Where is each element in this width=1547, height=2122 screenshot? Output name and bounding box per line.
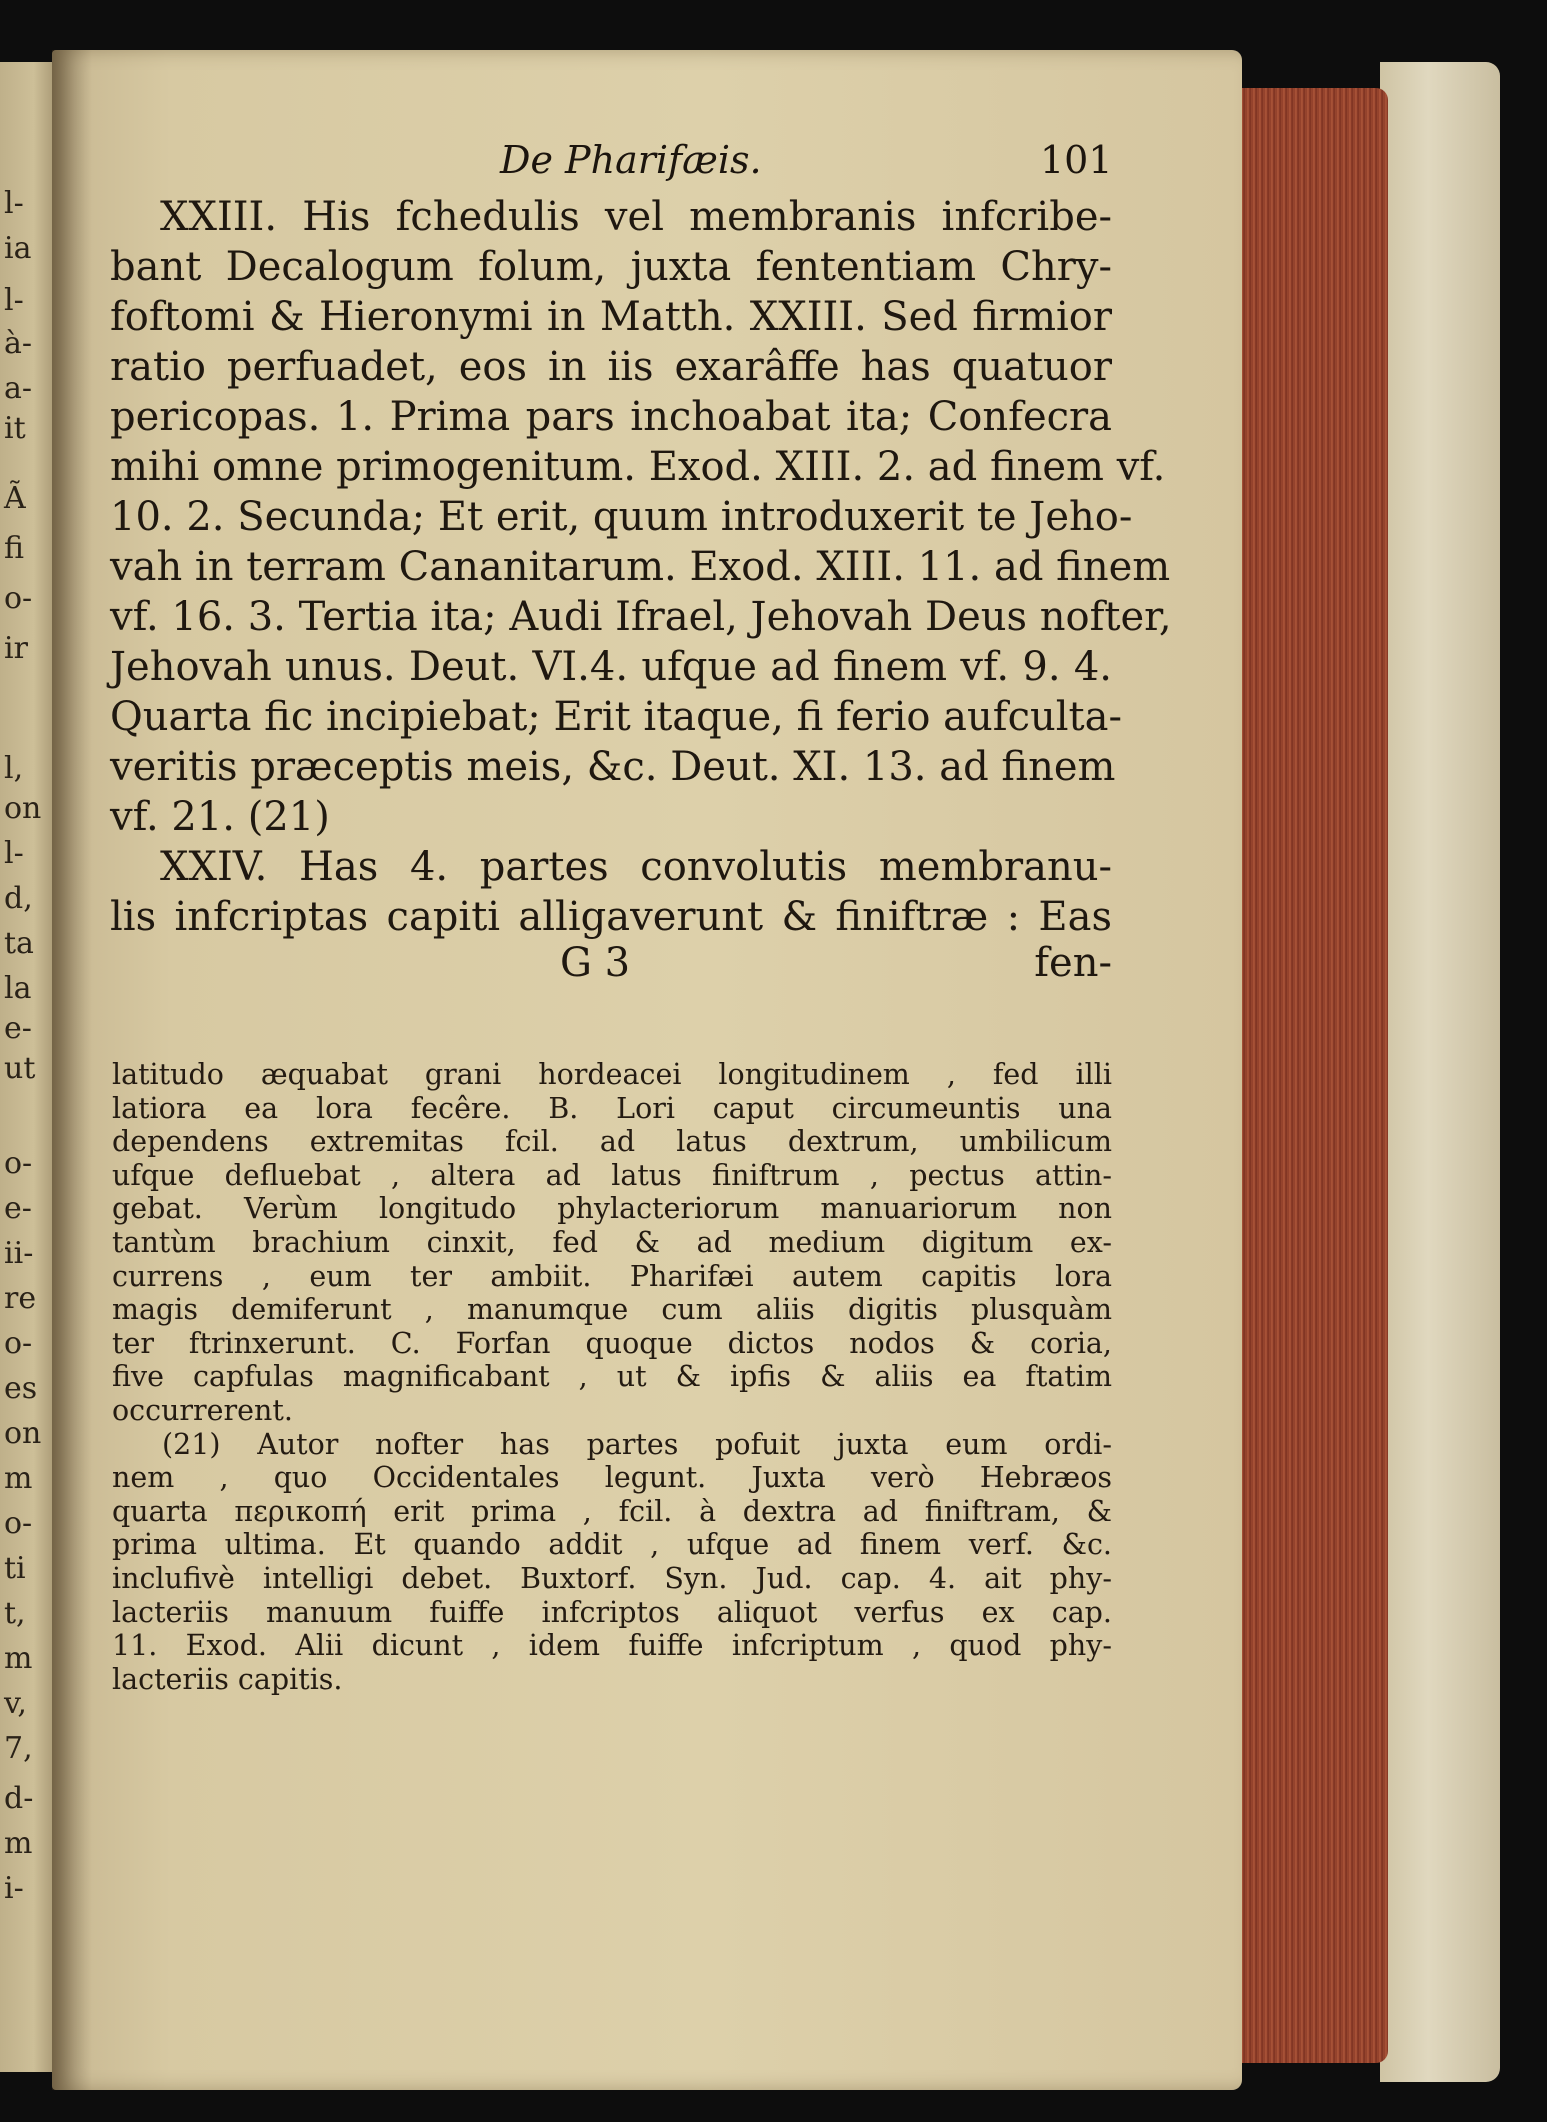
page-header <box>0 138 1547 188</box>
footnote-line: ufque defluebat , altera ad latus finiftrum , pectus attin- <box>112 1158 1112 1192</box>
running-head: De Pharifæis. <box>500 138 762 182</box>
margin-fragment: ti <box>4 1551 26 1586</box>
footnote-line: five capfulas magnificabant , ut & ipfis & aliis ea ftatim <box>112 1360 1112 1394</box>
footnote-line: occurrerent. <box>112 1393 293 1427</box>
margin-fragment: e- <box>4 1191 32 1226</box>
margin-fragment: ta <box>4 926 34 961</box>
text-line: XXIV. Has 4. partes convolutis membranu- <box>160 844 1112 890</box>
footnote-line: latitudo æquabat grani hordeacei longitudinem , fed illi <box>112 1058 1112 1091</box>
margin-fragment: o- <box>4 1146 33 1181</box>
footnote-line: (21) Autor nofter has partes pofuit juxta eum ordi- <box>162 1427 1112 1461</box>
text-line: XXIII. His fchedulis vel membranis infcribe- <box>160 194 1112 240</box>
margin-fragment: o- <box>4 581 33 616</box>
text-line: veritis præceptis meis, &c. Deut. XI. 13. ad finem <box>110 744 1116 790</box>
text-line: vah in terram Cananitarum. Exod. XIII. 11. ad finem <box>110 544 1171 590</box>
text-line: vf. 16. 3. Tertia ita; Audi Ifrael, Jehovah Deus nofter, <box>110 594 1172 640</box>
page-number: 101 <box>1040 138 1113 182</box>
text-line: pericopas. 1. Prima pars inchoabat ita; Confecra <box>110 394 1112 440</box>
footnote-line: prima ultima. Et quando addit , ufque ad finem verf. &c. <box>112 1528 1112 1562</box>
text-line: mihi omne primogenitum. Exod. XIII. 2. ad finem vf. <box>110 444 1166 490</box>
footnote-line: dependens extremitas fcil. ad latus dextrum, umbilicum <box>112 1125 1112 1159</box>
gutter-shadow <box>52 50 92 2090</box>
footnote-line: tantùm brachium cinxit, fed & ad medium digitum ex- <box>112 1225 1112 1259</box>
margin-fragment: m <box>4 1826 33 1861</box>
footnote-line: lacteriis manuum fuiffe infcriptos aliquot verfus ex cap. <box>112 1595 1112 1629</box>
margin-fragment: t, <box>4 1596 26 1631</box>
catchword: fen- <box>1034 940 1112 986</box>
margin-fragment: re <box>4 1281 37 1316</box>
footnote-line: gebat. Verùm longitudo phylacteriorum manuariorum non <box>112 1192 1112 1226</box>
text-line: vf. 21. (21) <box>110 794 330 840</box>
text-line: Quarta fic incipiebat; Erit itaque, fi ferio aufculta- <box>110 694 1122 740</box>
text-line: bant Decalogum folum, juxta fententiam Chry- <box>110 244 1112 290</box>
previous-page-edge <box>0 62 56 2072</box>
footnote-line: inclufivè intelligi debet. Buxtorf. Syn. Jud. cap. 4. ait phy- <box>112 1561 1112 1595</box>
margin-fragment: l- <box>4 836 24 871</box>
text-line: lis infcriptas capiti alligaverunt & finiftræ : Eas <box>110 894 1112 940</box>
margin-fragment: ii- <box>4 1236 34 1271</box>
footnote-line: magis demiferunt , manumque cum aliis digitis plusquàm <box>112 1293 1112 1327</box>
signature-mark: G 3 <box>560 940 631 986</box>
margin-fragment: v, <box>4 1686 27 1721</box>
margin-fragment: d- <box>4 1781 34 1816</box>
margin-fragment: à- <box>4 326 33 361</box>
margin-fragment: l- <box>4 283 24 318</box>
footnotes-block <box>112 1058 1112 1696</box>
text-line: 10. 2. Secunda; Et erit, quum introduxerit te Jeho- <box>110 494 1133 540</box>
margin-fragment: e- <box>4 1011 32 1046</box>
footnote-line: ter ftrinxerunt. C. Forfan quoque dictos nodos & coria, <box>112 1326 1112 1360</box>
margin-fragment: m <box>4 1461 33 1496</box>
margin-fragment: i- <box>4 1871 24 1906</box>
margin-fragment: on <box>4 1416 42 1451</box>
margin-fragment: o- <box>4 1506 33 1541</box>
margin-fragment: it <box>4 411 26 446</box>
margin-fragment: l, <box>4 751 24 786</box>
page-footer <box>110 940 1112 992</box>
margin-fragment: a- <box>4 371 33 406</box>
footnote-line: nem , quo Occidentales legunt. Juxta verò Hebræos <box>112 1461 1112 1495</box>
margin-fragment: m <box>4 1641 33 1676</box>
book-fore-edge-outer <box>1380 62 1500 2082</box>
footnote-line: quarta περικοπή erit prima , fcil. à dextra ad finiftram, & <box>112 1494 1112 1528</box>
footnote-line: 11. Exod. Alii dicunt , idem fuiffe infcriptum , quod phy- <box>112 1629 1112 1663</box>
margin-fragment: ut <box>4 1051 36 1086</box>
text-line: ratio perfuadet, eos in iis exarâffe has quatuor <box>110 344 1112 390</box>
footnote-line: lacteriis capitis. <box>112 1662 343 1696</box>
margin-fragment: es <box>4 1371 38 1406</box>
footnote-line: currens , eum ter ambiit. Pharifæi autem capitis lora <box>112 1259 1112 1293</box>
text-line: foftomi & Hieronymi in Matth. XXIII. Sed firmior <box>110 294 1112 340</box>
margin-fragment: Ã <box>4 481 26 516</box>
margin-fragment: on <box>4 791 42 826</box>
margin-fragment: fi <box>4 531 25 566</box>
margin-fragment: 7, <box>4 1731 33 1766</box>
margin-fragment: la <box>4 971 32 1006</box>
margin-fragment: l- <box>4 186 24 221</box>
margin-fragment: ir <box>4 631 28 666</box>
footnote-line: latiora ea lora fecêre. B. Lori caput circumeuntis una <box>112 1091 1112 1125</box>
book-fore-edge-red <box>1228 88 1388 2063</box>
margin-fragment: d, <box>4 881 33 916</box>
margin-fragment: ia <box>4 231 32 266</box>
text-line: Jehovah unus. Deut. VI.4. ufque ad finem vf. 9. 4. <box>110 644 1112 690</box>
main-text-block <box>110 192 1172 942</box>
margin-fragment: o- <box>4 1326 33 1361</box>
